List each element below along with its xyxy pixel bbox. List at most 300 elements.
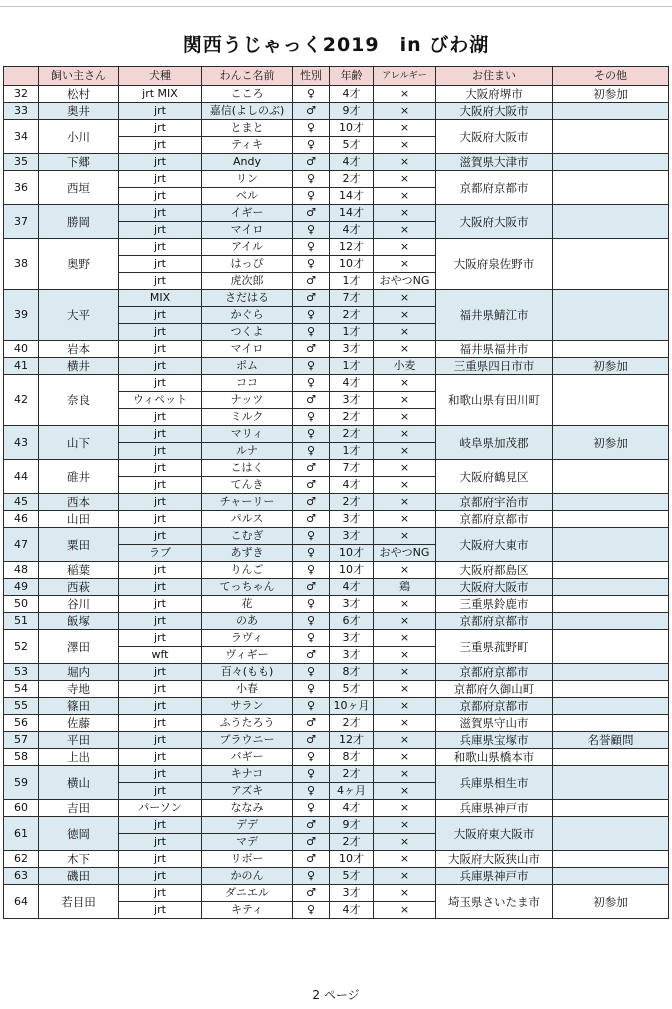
dog-sex: ♀ <box>293 171 330 188</box>
dog-age: 4ヶ月 <box>330 783 374 800</box>
dog-sex: ♀ <box>293 324 330 341</box>
dog-age: 6才 <box>330 613 374 630</box>
dog-age: 2才 <box>330 715 374 732</box>
owner-address: 大阪府大阪狭山市 <box>436 851 553 868</box>
dog-name: とまと <box>202 120 293 137</box>
dog-age: 3才 <box>330 392 374 409</box>
table-row <box>4 103 669 120</box>
dog-name: キティ <box>202 902 293 919</box>
dog-age: 7才 <box>330 460 374 477</box>
dog-name: リボー <box>202 851 293 868</box>
entry-number: 45 <box>4 494 39 511</box>
owner-name: 下郷 <box>39 154 119 171</box>
dog-breed: jrt <box>119 732 202 749</box>
owner-address: 京都府京都市 <box>436 613 553 630</box>
dog-breed: jrt <box>119 596 202 613</box>
dog-allergy: × <box>374 851 436 868</box>
dog-sex: ♀ <box>293 698 330 715</box>
dog-sex: ♀ <box>293 613 330 630</box>
entry-number: 32 <box>4 86 39 103</box>
owner-address: 埼玉県さいたま市 <box>436 885 553 919</box>
dog-name: チャーリー <box>202 494 293 511</box>
entry-number: 40 <box>4 341 39 358</box>
owner-name: 碓井 <box>39 460 119 494</box>
other-note <box>553 664 669 681</box>
dog-name: サラン <box>202 698 293 715</box>
dog-breed: jrt <box>119 205 202 222</box>
dog-allergy: × <box>374 783 436 800</box>
owner-address: 福井県鯖江市 <box>436 290 553 341</box>
dog-breed: jrt <box>119 817 202 834</box>
dog-sex: ♀ <box>293 545 330 562</box>
dog-age: 4才 <box>330 86 374 103</box>
dog-allergy: × <box>374 256 436 273</box>
owner-name: 飯塚 <box>39 613 119 630</box>
dog-sex: ♂ <box>293 290 330 307</box>
other-note: 初参加 <box>553 86 669 103</box>
dog-breed: jrt <box>119 154 202 171</box>
other-note: 初参加 <box>553 426 669 460</box>
dog-breed: jrt <box>119 494 202 511</box>
dog-allergy: × <box>374 86 436 103</box>
dog-allergy: 鶏 <box>374 579 436 596</box>
dog-sex: ♂ <box>293 851 330 868</box>
owner-name: 平田 <box>39 732 119 749</box>
dog-age: 2才 <box>330 409 374 426</box>
dog-name: パルス <box>202 511 293 528</box>
dog-allergy: × <box>374 324 436 341</box>
dog-breed: jrt <box>119 460 202 477</box>
dog-breed: jrt <box>119 681 202 698</box>
owner-address: 大阪府大阪市 <box>436 579 553 596</box>
other-note <box>553 528 669 562</box>
dog-age: 3才 <box>330 511 374 528</box>
other-note <box>553 800 669 817</box>
dog-allergy: × <box>374 494 436 511</box>
owner-address: 滋賀県守山市 <box>436 715 553 732</box>
entry-number: 49 <box>4 579 39 596</box>
dog-age: 14才 <box>330 188 374 205</box>
entry-number: 64 <box>4 885 39 919</box>
other-note <box>553 749 669 766</box>
other-note <box>553 154 669 171</box>
dog-sex: ♂ <box>293 205 330 222</box>
dog-allergy: おやつNG <box>374 273 436 290</box>
other-note <box>553 290 669 341</box>
header-address: お住まい <box>436 67 553 86</box>
table-row <box>4 460 669 477</box>
other-note: 初参加 <box>553 358 669 375</box>
other-note: 名誉顧問 <box>553 732 669 749</box>
dog-breed: jrt MIX <box>119 86 202 103</box>
other-note <box>553 120 669 154</box>
table-row <box>4 868 669 885</box>
dog-sex: ♀ <box>293 307 330 324</box>
entry-number: 53 <box>4 664 39 681</box>
dog-breed: ラブ <box>119 545 202 562</box>
dog-name: りんご <box>202 562 293 579</box>
dog-sex: ♂ <box>293 732 330 749</box>
dog-breed: jrt <box>119 783 202 800</box>
dog-allergy: × <box>374 630 436 647</box>
owner-name: 寺地 <box>39 681 119 698</box>
owner-address: 兵庫県宝塚市 <box>436 732 553 749</box>
entry-number: 61 <box>4 817 39 851</box>
owner-name: 西垣 <box>39 171 119 205</box>
other-note <box>553 205 669 239</box>
table-row <box>4 120 669 137</box>
dog-age: 10ヶ月 <box>330 698 374 715</box>
dog-breed: jrt <box>119 749 202 766</box>
dog-breed: jrt <box>119 834 202 851</box>
dog-sex: ♂ <box>293 494 330 511</box>
owner-name: 磯田 <box>39 868 119 885</box>
other-note <box>553 613 669 630</box>
dog-sex: ♂ <box>293 273 330 290</box>
owner-name: 谷川 <box>39 596 119 613</box>
dog-allergy: × <box>374 171 436 188</box>
owner-address: 福井県福井市 <box>436 341 553 358</box>
dog-sex: ♀ <box>293 800 330 817</box>
dog-allergy: × <box>374 681 436 698</box>
dog-name: キナコ <box>202 766 293 783</box>
owner-name: 奥野 <box>39 239 119 290</box>
dog-sex: ♂ <box>293 715 330 732</box>
dog-breed: jrt <box>119 375 202 392</box>
entry-number: 38 <box>4 239 39 290</box>
page-number: 2 ページ <box>312 988 360 1002</box>
entry-number: 63 <box>4 868 39 885</box>
other-note: 初参加 <box>553 885 669 919</box>
dog-sex: ♀ <box>293 766 330 783</box>
entry-number: 55 <box>4 698 39 715</box>
dog-allergy: × <box>374 205 436 222</box>
dog-breed: jrt <box>119 477 202 494</box>
other-note <box>553 698 669 715</box>
dog-age: 5才 <box>330 137 374 154</box>
entry-number: 58 <box>4 749 39 766</box>
other-note <box>553 562 669 579</box>
table-row <box>4 664 669 681</box>
table-row <box>4 341 669 358</box>
dog-allergy: × <box>374 222 436 239</box>
dog-name: 嘉信(よしのぶ) <box>202 103 293 120</box>
owner-name: 稲葉 <box>39 562 119 579</box>
dog-name: マイロ <box>202 222 293 239</box>
dog-age: 12才 <box>330 732 374 749</box>
dog-age: 5才 <box>330 681 374 698</box>
owner-name: 木下 <box>39 851 119 868</box>
entry-number: 43 <box>4 426 39 460</box>
dog-age: 3才 <box>330 341 374 358</box>
dog-allergy: × <box>374 426 436 443</box>
other-note <box>553 715 669 732</box>
dog-age: 1才 <box>330 324 374 341</box>
dog-name: ブラウニー <box>202 732 293 749</box>
dog-name: ラヴィ <box>202 630 293 647</box>
dog-breed: jrt <box>119 902 202 919</box>
table-row <box>4 511 669 528</box>
dog-name: ふうたろう <box>202 715 293 732</box>
other-note <box>553 868 669 885</box>
dog-breed: jrt <box>119 511 202 528</box>
owner-address: 兵庫県神戸市 <box>436 868 553 885</box>
dog-allergy: × <box>374 732 436 749</box>
table-row <box>4 290 669 307</box>
dog-name: こはく <box>202 460 293 477</box>
dog-name: Andy <box>202 154 293 171</box>
entry-number: 57 <box>4 732 39 749</box>
dog-sex: ♀ <box>293 783 330 800</box>
dog-allergy: おやつNG <box>374 545 436 562</box>
other-note <box>553 766 669 800</box>
dog-name: 小春 <box>202 681 293 698</box>
entry-number: 37 <box>4 205 39 239</box>
dog-allergy: × <box>374 647 436 664</box>
header-breed: 犬種 <box>119 67 202 86</box>
table-row <box>4 171 669 188</box>
entry-number: 39 <box>4 290 39 341</box>
entry-number: 36 <box>4 171 39 205</box>
dog-name: あずき <box>202 545 293 562</box>
dog-age: 9才 <box>330 817 374 834</box>
dog-allergy: × <box>374 749 436 766</box>
dog-age: 4才 <box>330 222 374 239</box>
dog-sex: ♀ <box>293 188 330 205</box>
table-row <box>4 528 669 545</box>
owner-name: 横井 <box>39 358 119 375</box>
dog-age: 10才 <box>330 120 374 137</box>
owner-address: 京都府京都市 <box>436 698 553 715</box>
dog-name: アズキ <box>202 783 293 800</box>
owner-name: 岩本 <box>39 341 119 358</box>
dog-age: 10才 <box>330 256 374 273</box>
dog-allergy: × <box>374 477 436 494</box>
dog-age: 8才 <box>330 664 374 681</box>
table-row <box>4 154 669 171</box>
other-note <box>553 579 669 596</box>
dog-name: ナッツ <box>202 392 293 409</box>
dog-sex: ♀ <box>293 137 330 154</box>
dog-breed: jrt <box>119 562 202 579</box>
dog-breed: jrt <box>119 358 202 375</box>
dog-sex: ♀ <box>293 868 330 885</box>
dog-sex: ♀ <box>293 596 330 613</box>
table-row <box>4 239 669 256</box>
dog-name: マデ <box>202 834 293 851</box>
entry-number: 52 <box>4 630 39 664</box>
owner-address: 大阪府東大阪市 <box>436 817 553 851</box>
dog-sex: ♂ <box>293 647 330 664</box>
dog-name: ポム <box>202 358 293 375</box>
dog-age: 12才 <box>330 239 374 256</box>
header-dog-name: わんこ名前 <box>202 67 293 86</box>
dog-sex: ♂ <box>293 460 330 477</box>
owner-name: 若目田 <box>39 885 119 919</box>
dog-breed: MIX <box>119 290 202 307</box>
dog-breed: jrt <box>119 188 202 205</box>
owner-address: 三重県菰野町 <box>436 630 553 664</box>
owner-name: 松村 <box>39 86 119 103</box>
dog-age: 1才 <box>330 358 374 375</box>
dog-breed: jrt <box>119 715 202 732</box>
owner-address: 大阪府堺市 <box>436 86 553 103</box>
dog-allergy: × <box>374 596 436 613</box>
participant-table <box>3 66 669 919</box>
dog-breed: jrt <box>119 341 202 358</box>
dog-sex: ♀ <box>293 256 330 273</box>
dog-age: 10才 <box>330 562 374 579</box>
entry-number: 44 <box>4 460 39 494</box>
dog-sex: ♂ <box>293 511 330 528</box>
entry-number: 42 <box>4 375 39 426</box>
dog-age: 10才 <box>330 545 374 562</box>
dog-age: 2才 <box>330 834 374 851</box>
dog-breed: jrt <box>119 868 202 885</box>
dog-age: 3才 <box>330 647 374 664</box>
dog-allergy: × <box>374 511 436 528</box>
dog-name: ココ <box>202 375 293 392</box>
header-owner: 飼い主さん <box>39 67 119 86</box>
owner-name: 吉田 <box>39 800 119 817</box>
header-other: その他 <box>553 67 669 86</box>
dog-name: ルナ <box>202 443 293 460</box>
dog-name: さだはる <box>202 290 293 307</box>
header-age: 年齢 <box>330 67 374 86</box>
dog-breed: jrt <box>119 103 202 120</box>
owner-name: 奈良 <box>39 375 119 426</box>
dog-allergy: × <box>374 834 436 851</box>
dog-age: 5才 <box>330 868 374 885</box>
dog-name: 虎次郎 <box>202 273 293 290</box>
dog-name: デデ <box>202 817 293 834</box>
dog-breed: jrt <box>119 528 202 545</box>
page-title: 関西うじゃっく2019 in びわ湖 <box>182 34 490 56</box>
table-row <box>4 375 669 392</box>
dog-sex: ♀ <box>293 409 330 426</box>
header-allergy: アレルギー <box>374 67 436 86</box>
table-row <box>4 732 669 749</box>
table-row <box>4 630 669 647</box>
table-row <box>4 681 669 698</box>
dog-age: 9才 <box>330 103 374 120</box>
table-row <box>4 613 669 630</box>
owner-address: 三重県四日市市 <box>436 358 553 375</box>
top-rule <box>0 6 672 7</box>
owner-name: 上出 <box>39 749 119 766</box>
header-number <box>4 67 39 86</box>
dog-age: 4才 <box>330 154 374 171</box>
dog-breed: jrt <box>119 698 202 715</box>
owner-address: 京都府京都市 <box>436 171 553 205</box>
owner-address: 滋賀県大津市 <box>436 154 553 171</box>
owner-name: 奥井 <box>39 103 119 120</box>
dog-breed: jrt <box>119 137 202 154</box>
dog-age: 4才 <box>330 375 374 392</box>
other-note <box>553 103 669 120</box>
table-row <box>4 817 669 834</box>
dog-sex: ♀ <box>293 120 330 137</box>
header-row <box>4 67 669 86</box>
table-row <box>4 596 669 613</box>
dog-allergy: × <box>374 120 436 137</box>
dog-sex: ♂ <box>293 834 330 851</box>
table-row <box>4 426 669 443</box>
owner-address: 京都府京都市 <box>436 664 553 681</box>
dog-name: てっちゃん <box>202 579 293 596</box>
owner-name: 山下 <box>39 426 119 460</box>
dog-sex: ♀ <box>293 528 330 545</box>
dog-name: バギー <box>202 749 293 766</box>
dog-allergy: × <box>374 460 436 477</box>
entry-number: 60 <box>4 800 39 817</box>
table-row <box>4 494 669 511</box>
dog-name: 百々(もも) <box>202 664 293 681</box>
table-row <box>4 358 669 375</box>
dog-name: てんき <box>202 477 293 494</box>
dog-age: 3才 <box>330 596 374 613</box>
other-note <box>553 375 669 426</box>
dog-age: 14才 <box>330 205 374 222</box>
dog-sex: ♀ <box>293 426 330 443</box>
dog-allergy: × <box>374 902 436 919</box>
dog-age: 8才 <box>330 749 374 766</box>
entry-number: 35 <box>4 154 39 171</box>
dog-name: マリィ <box>202 426 293 443</box>
owner-name: 大平 <box>39 290 119 341</box>
dog-sex: ♂ <box>293 392 330 409</box>
dog-sex: ♀ <box>293 358 330 375</box>
dog-breed: jrt <box>119 579 202 596</box>
table-row <box>4 885 669 902</box>
dog-breed: ウィペット <box>119 392 202 409</box>
dog-breed: jrt <box>119 239 202 256</box>
dog-age: 3才 <box>330 528 374 545</box>
owner-name: 勝岡 <box>39 205 119 239</box>
dog-sex: ♂ <box>293 154 330 171</box>
dog-allergy: × <box>374 443 436 460</box>
dog-allergy: × <box>374 239 436 256</box>
dog-sex: ♂ <box>293 341 330 358</box>
dog-allergy: × <box>374 817 436 834</box>
owner-address: 大阪府大阪市 <box>436 103 553 120</box>
dog-breed: jrt <box>119 766 202 783</box>
dog-name: ミルク <box>202 409 293 426</box>
table-row <box>4 562 669 579</box>
owner-address: 大阪府泉佐野市 <box>436 239 553 290</box>
dog-breed: jrt <box>119 630 202 647</box>
dog-age: 4才 <box>330 800 374 817</box>
dog-allergy: × <box>374 290 436 307</box>
dog-allergy: × <box>374 664 436 681</box>
dog-breed: jrt <box>119 426 202 443</box>
dog-age: 1才 <box>330 273 374 290</box>
dog-sex: ♀ <box>293 443 330 460</box>
dog-allergy: × <box>374 562 436 579</box>
dog-age: 4才 <box>330 477 374 494</box>
entry-number: 59 <box>4 766 39 800</box>
other-note <box>553 851 669 868</box>
other-note <box>553 171 669 205</box>
owner-address: 大阪府大東市 <box>436 528 553 562</box>
dog-allergy: × <box>374 392 436 409</box>
owner-name: 山田 <box>39 511 119 528</box>
dog-breed: jrt <box>119 443 202 460</box>
dog-sex: ♂ <box>293 103 330 120</box>
dog-sex: ♀ <box>293 902 330 919</box>
dog-allergy: × <box>374 528 436 545</box>
table-row <box>4 766 669 783</box>
